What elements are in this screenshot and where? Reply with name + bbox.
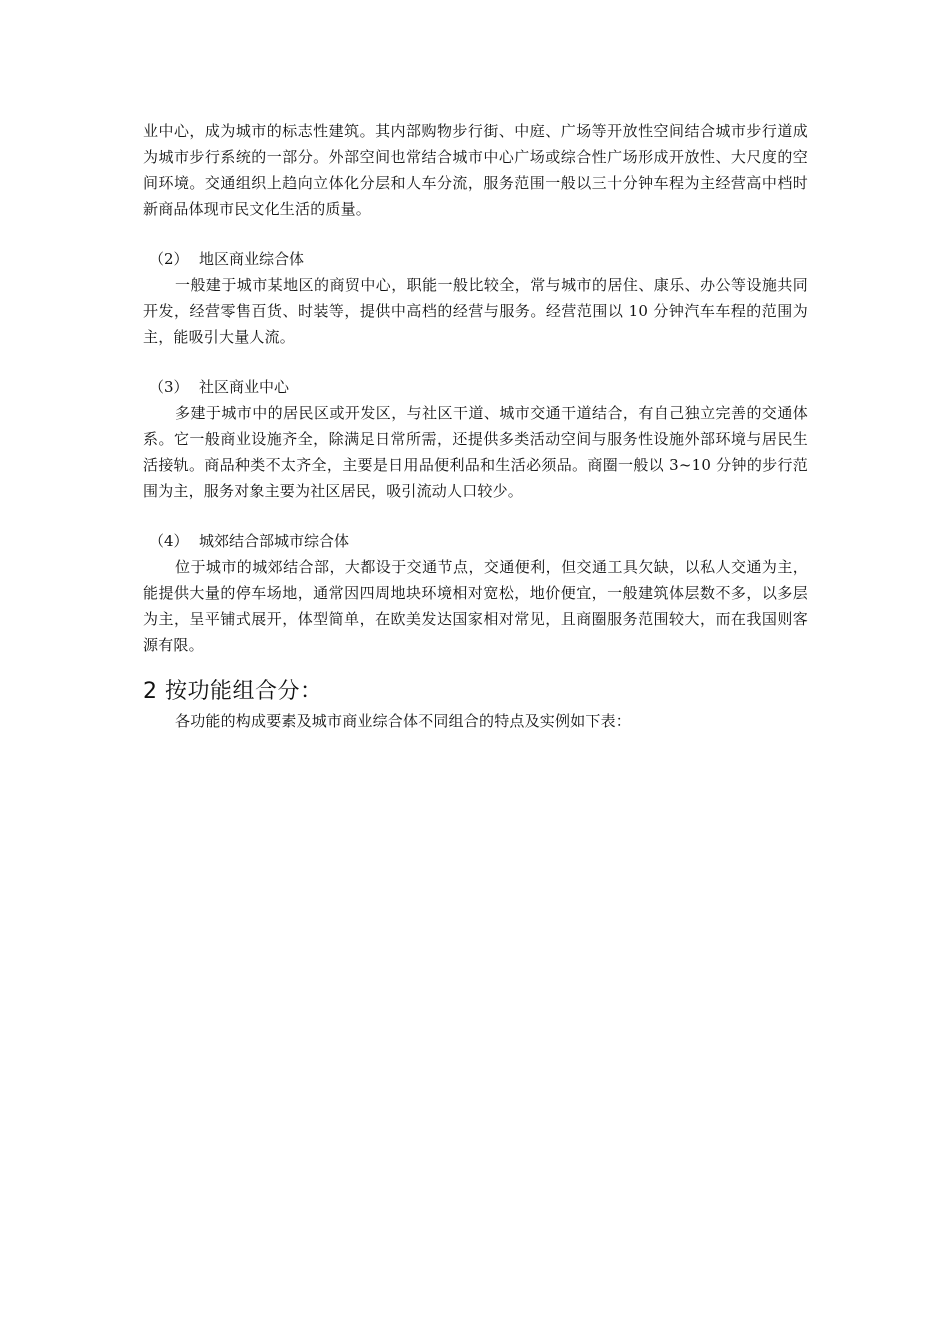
spacer <box>143 350 808 374</box>
community-center-paragraph: 多建于城市中的居民区或开发区，与社区干道、城市交通干道结合，有自己独立完善的交通体系。它一般商业设施齐全，除满足日常所需，还提供多类活动空间与服务性设施外部环境与居民生活接轨。商品种类不太齐全，主要是日用品便利品和生活必须品。商圈一般以 3~10 分钟的步行范围为主，服务对象主要为社区居民，吸引流动人口较少。 <box>143 404 808 500</box>
intro-paragraph: 业中心，成为城市的标志性建筑。其内部购物步行街、中庭、广场等开放性空间结合城市步行道成为城市步行系统的一部分。外部空间也常结合城市中心广场或综合性广场形成开放性、大尺度的空间环境。交通组织上趋向立体化分层和人车分流，服务范围一般以三十分钟车程为主经营高中档时新商品体现市民文化生活的质量。 <box>143 122 808 218</box>
subsection-heading-4 <box>143 528 808 554</box>
section-heading: 2 按功能组合分： <box>143 679 323 704</box>
document-body <box>143 118 808 734</box>
subsection-number: （3） <box>149 378 189 396</box>
regional-complex-paragraph: 一般建于城市某地区的商贸中心，职能一般比较全，常与城市的居住、康乐、办公等设施共同开发，经营零售百货、时装等，提供中高档的经营与服务。经营范围以 10 分钟汽车车程的范围为主，能吸引大量人流。 <box>143 276 808 346</box>
subsection-heading-2 <box>143 246 808 272</box>
spacer <box>143 222 808 246</box>
subsection-heading-3 <box>143 374 808 400</box>
subsection-title: 城郊结合部城市综合体 <box>199 532 350 550</box>
spacer <box>143 658 808 676</box>
suburban-complex-paragraph: 位于城市的城郊结合部，大都设于交通节点，交通便利，但交通工具欠缺，以私人交通为主，能提供大量的停车场地，通常因四周地块环境相对宽松，地价便宜，一般建筑体层数不多，以多层为主，呈平铺式展开，体型简单，在欧美发达国家相对常见，且商圈服务范围较大，而在我国则客源有限。 <box>143 558 808 654</box>
table-intro-paragraph: 各功能的构成要素及城市商业综合体不同组合的特点及实例如下表： <box>175 712 632 730</box>
subsection-number: （4） <box>149 532 189 550</box>
subsection-number: （2） <box>149 250 189 268</box>
subsection-title: 社区商业中心 <box>199 378 290 396</box>
spacer <box>143 504 808 528</box>
subsection-title: 地区商业综合体 <box>199 250 305 268</box>
